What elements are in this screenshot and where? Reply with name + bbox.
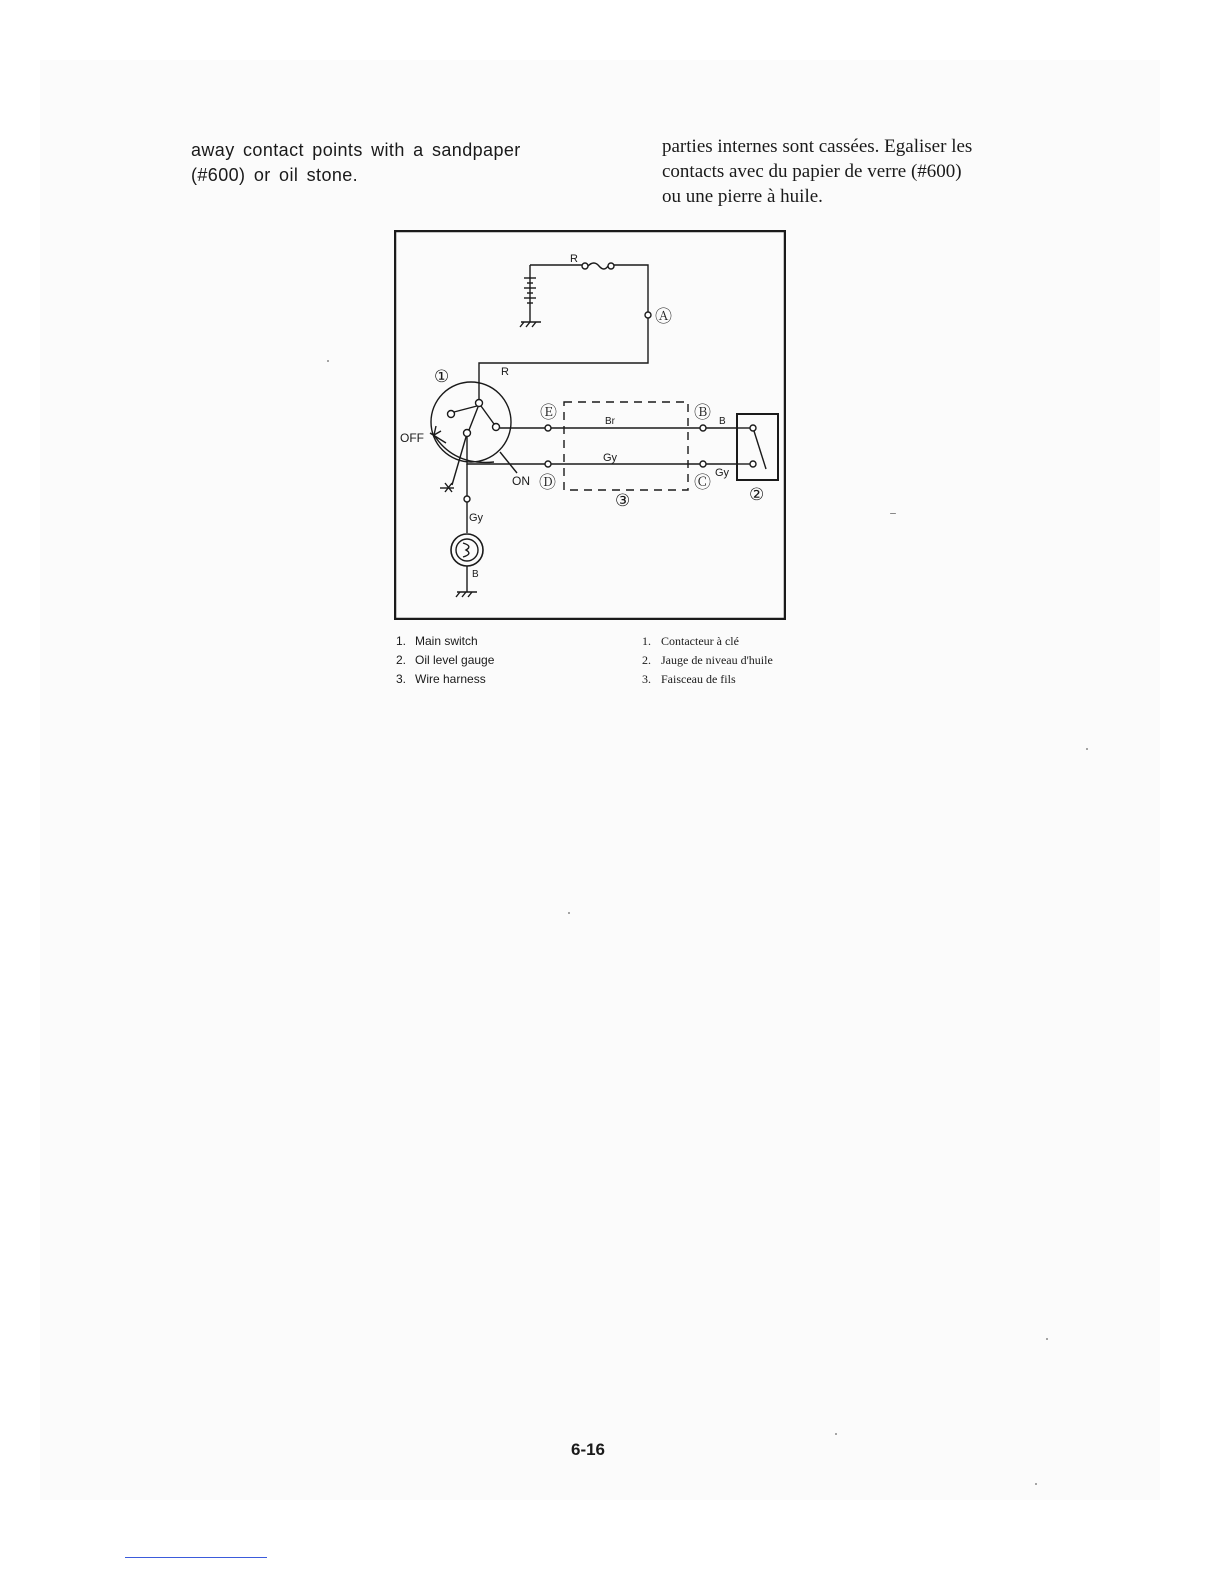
switch-contact: [493, 424, 500, 431]
caption-number: 2.: [642, 653, 651, 667]
label-terminal-d: Ⓓ: [539, 473, 556, 492]
caption-number: 3.: [396, 672, 407, 686]
terminal-a: [645, 312, 651, 318]
ground-symbol: [532, 322, 536, 327]
scan-speck: [1035, 1483, 1037, 1485]
scan-speck: [327, 360, 329, 362]
red-wire: [614, 265, 648, 312]
french-paragraph: [662, 134, 1022, 209]
scan-speck: [568, 912, 570, 914]
label-off: OFF: [400, 431, 424, 445]
word: sandpaper: [431, 140, 521, 160]
word: contact: [243, 140, 304, 160]
caption-item: [642, 670, 773, 689]
label-b-lamp: B: [472, 569, 479, 580]
on-pointer: [500, 452, 517, 473]
caption-text: Oil level gauge: [415, 653, 495, 667]
caption-text: Faisceau de fils: [661, 672, 736, 686]
label-on: ON: [512, 474, 530, 488]
caption-number: 1.: [396, 634, 407, 648]
english-line-1: [191, 138, 571, 163]
french-line-1: [662, 134, 1010, 159]
label-terminal-a: Ⓐ: [655, 307, 672, 326]
word: les: [951, 136, 973, 157]
word: internes: [717, 136, 778, 157]
gauge-contact: [750, 425, 756, 431]
french-caption-list: [642, 632, 773, 689]
label-r-left: R: [501, 366, 509, 378]
label-terminal-b: Ⓑ: [694, 403, 711, 422]
switch-contact: [448, 411, 455, 418]
caption-item: [396, 670, 494, 689]
french-line-3: ou une pierre à huile.: [662, 186, 823, 207]
wire-harness-box: [564, 402, 688, 490]
caption-number: 1.: [642, 634, 651, 648]
scan-speck: [890, 513, 896, 514]
english-paragraph: [191, 138, 571, 188]
diagram-frame: [395, 231, 785, 619]
ground-symbol: [468, 592, 472, 597]
ground-symbol: [526, 322, 530, 327]
terminal-b: [700, 425, 706, 431]
fuse-icon: [588, 263, 608, 269]
lamp-terminal: [464, 496, 470, 502]
scan-speck: [1086, 748, 1088, 750]
caption-text: Wire harness: [415, 672, 486, 686]
label-callout-2: ②: [749, 485, 765, 504]
label-b-right: B: [719, 416, 726, 427]
label-terminal-e: Ⓔ: [540, 403, 557, 422]
caption-text: Jauge de niveau d'huile: [661, 653, 773, 667]
terminal-e: [545, 425, 551, 431]
french-line-2: contacts avec du papier de verre (#600): [662, 161, 962, 182]
word: with: [371, 140, 405, 160]
main-switch-body: [431, 382, 511, 462]
word: parties: [662, 136, 713, 157]
wiring-diagram-svg: [394, 230, 786, 620]
fuse-terminal: [608, 263, 614, 269]
fuse-terminal: [582, 263, 588, 269]
switch-blade: [481, 406, 494, 424]
caption-number: 3.: [642, 672, 651, 686]
english-line-2: (#600) or oil stone.: [191, 165, 359, 185]
page-number: [0, 1440, 1224, 1460]
label-callout-1: ①: [434, 367, 450, 386]
scan-speck: [1046, 1338, 1048, 1340]
caption-number: 2.: [396, 653, 407, 667]
word: sont: [782, 136, 814, 157]
wiring-diagram: [394, 230, 786, 620]
terminal-c: [700, 461, 706, 467]
oil-level-gauge: [737, 414, 778, 480]
ground-symbol: [462, 592, 466, 597]
english-caption-list: [396, 632, 494, 689]
page-number-text: 6-16: [570, 1440, 606, 1459]
word: points: [312, 140, 363, 160]
scan-speck: [835, 1433, 837, 1435]
label-callout-3: ③: [615, 491, 631, 510]
ground-symbol: [520, 322, 524, 327]
switch-blade: [454, 406, 477, 412]
gauge-contact: [750, 461, 756, 467]
switch-blade: [469, 407, 478, 430]
label-gy-right: Gy: [715, 467, 730, 479]
terminal-d: [545, 461, 551, 467]
switch-arc: [434, 435, 494, 462]
word: away: [191, 140, 235, 160]
caption-text: Contacteur à clé: [661, 634, 739, 648]
arrow-head: [434, 426, 441, 435]
caption-item: [396, 632, 494, 651]
ground-symbol: [456, 592, 460, 597]
word: cassées.: [818, 136, 880, 157]
word: a: [413, 140, 424, 160]
caption-item: [396, 651, 494, 670]
lamp-filament: [463, 543, 469, 557]
label-br: Br: [605, 416, 615, 427]
word: Egaliser: [884, 136, 947, 157]
label-r-top: R: [570, 253, 578, 265]
caption-item: [642, 632, 773, 651]
label-gy-harness: Gy: [603, 452, 618, 464]
blue-rule: [125, 1557, 267, 1558]
label-gy-lamp: Gy: [469, 512, 484, 524]
caption-item: [642, 651, 773, 670]
switch-contact: [464, 430, 471, 437]
caption-text: Main switch: [415, 634, 478, 648]
label-terminal-c: Ⓒ: [694, 473, 711, 492]
